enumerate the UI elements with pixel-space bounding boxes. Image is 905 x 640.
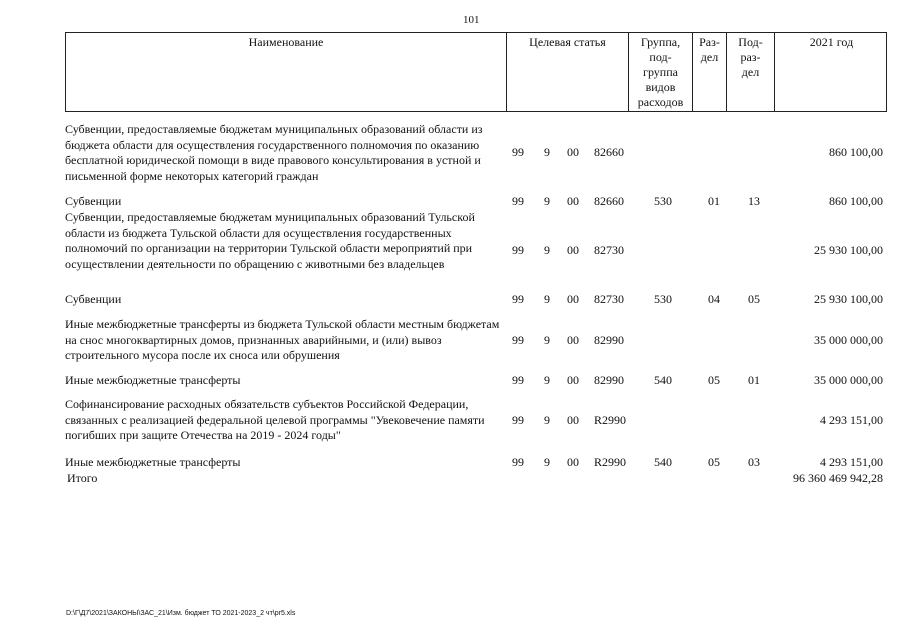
row-c1: 99 — [512, 333, 524, 347]
row-c2: 9 — [544, 333, 550, 347]
row-amount: 860 100,00 — [829, 194, 883, 208]
row-c1: 99 — [512, 194, 524, 208]
row-c4: 82990 — [594, 373, 624, 387]
header-podrazdel: Под-раз-дел — [727, 33, 775, 111]
row-name: Субвенции, предоставляемые бюджетам муниципальных образований Тульской области из бюджета Тульской области для осуществления государственных полномочий по организации на территории Тульской области мероприятий при осуществлении деятельности по обращению с животными без владельцев — [65, 210, 475, 271]
row-c1: 99 — [512, 292, 524, 306]
row-c3: 00 — [567, 455, 579, 469]
row-c4: 82660 — [594, 194, 624, 208]
row-c3: 00 — [567, 194, 579, 208]
row-group: 530 — [654, 194, 672, 208]
row-c3: 00 — [567, 333, 579, 347]
file-path-footer: D:\Г\Д7\2021\ЗАКОНЫ\ЗАС_21\Изм. бюджет ТО 2021-2023_2 чт\pr5.xls — [66, 610, 296, 617]
row-group: 540 — [654, 455, 672, 469]
row-podrazdel: 01 — [748, 373, 760, 387]
header-group: Группа, под-группа видов расходов — [629, 33, 693, 111]
row-name: Иные межбюджетные трансферты из бюджета Тульской области местным бюджетам на снос многоквартирных домов, признанных аварийными, и (или) вывоз строительного мусора после их сноса или обрушения — [65, 317, 500, 362]
row-c3: 00 — [567, 145, 579, 159]
row-amount: 25 930 100,00 — [814, 292, 883, 306]
row-group: 540 — [654, 373, 672, 387]
row-c2: 9 — [544, 413, 550, 427]
row-name: Иные межбюджетные трансферты — [65, 455, 241, 469]
row-name: Субвенции — [65, 194, 122, 208]
row-c1: 99 — [512, 413, 524, 427]
row-c4: R2990 — [594, 455, 627, 469]
row-c4: 82660 — [594, 145, 624, 159]
header-year: 2021 год — [809, 35, 854, 49]
row-c1: 99 — [512, 243, 524, 257]
row-c3: 00 — [567, 292, 579, 306]
row-podrazdel: 03 — [748, 455, 760, 469]
row-amount: 4 293 151,00 — [820, 455, 883, 469]
row-group: 530 — [654, 292, 672, 306]
row-c3: 00 — [567, 373, 579, 387]
row-razdel: 05 — [708, 373, 720, 387]
row-c4: 82730 — [594, 243, 624, 257]
row-c3: 00 — [567, 413, 579, 427]
row-amount: 35 000 000,00 — [814, 333, 883, 347]
row-c1: 99 — [512, 373, 524, 387]
row-podrazdel: 05 — [748, 292, 760, 306]
row-c2: 9 — [544, 292, 550, 306]
row-razdel: 05 — [708, 455, 720, 469]
row-name: Субвенции, предоставляемые бюджетам муниципальных образований области из бюджета области для осуществления государственного полномочия по оказанию бесплатной юридической помощи в виде правового консультирования в устной и письменной форме некоторых категорий граждан — [65, 122, 483, 183]
row-c4: 82990 — [594, 333, 624, 347]
row-c2: 9 — [544, 455, 550, 469]
row-amount: 4 293 151,00 — [820, 413, 883, 427]
row-c2: 9 — [544, 145, 550, 159]
row-razdel: 01 — [708, 194, 720, 208]
row-c4: R2990 — [594, 413, 627, 427]
total-label: Итого — [67, 471, 98, 485]
row-c2: 9 — [544, 373, 550, 387]
header-name: Наименование — [66, 33, 507, 111]
row-name: Софинансирование расходных обязательств субъектов Российской Федерации, связанных с реализацией федеральной целевой программы "Увековечение памяти погибших при защите Отечества на 2019 - 2024 годы" — [65, 397, 485, 442]
table-header — [65, 32, 887, 112]
row-c1: 99 — [512, 145, 524, 159]
header-razdel: Раз-дел — [693, 33, 727, 111]
row-name: Субвенции — [65, 292, 122, 306]
row-c4: 82730 — [594, 292, 624, 306]
row-c2: 9 — [544, 194, 550, 208]
header-target: Целевая статья — [507, 33, 629, 111]
row-amount: 25 930 100,00 — [814, 243, 883, 257]
row-podrazdel: 13 — [748, 194, 760, 208]
row-c1: 99 — [512, 455, 524, 469]
row-amount: 860 100,00 — [829, 145, 883, 159]
page-number: 101 — [463, 14, 480, 26]
row-amount: 35 000 000,00 — [814, 373, 883, 387]
row-name: Иные межбюджетные трансферты — [65, 373, 241, 387]
row-c3: 00 — [567, 243, 579, 257]
row-c2: 9 — [544, 243, 550, 257]
total-amount: 96 360 469 942,28 — [793, 471, 883, 485]
row-razdel: 04 — [708, 292, 720, 306]
